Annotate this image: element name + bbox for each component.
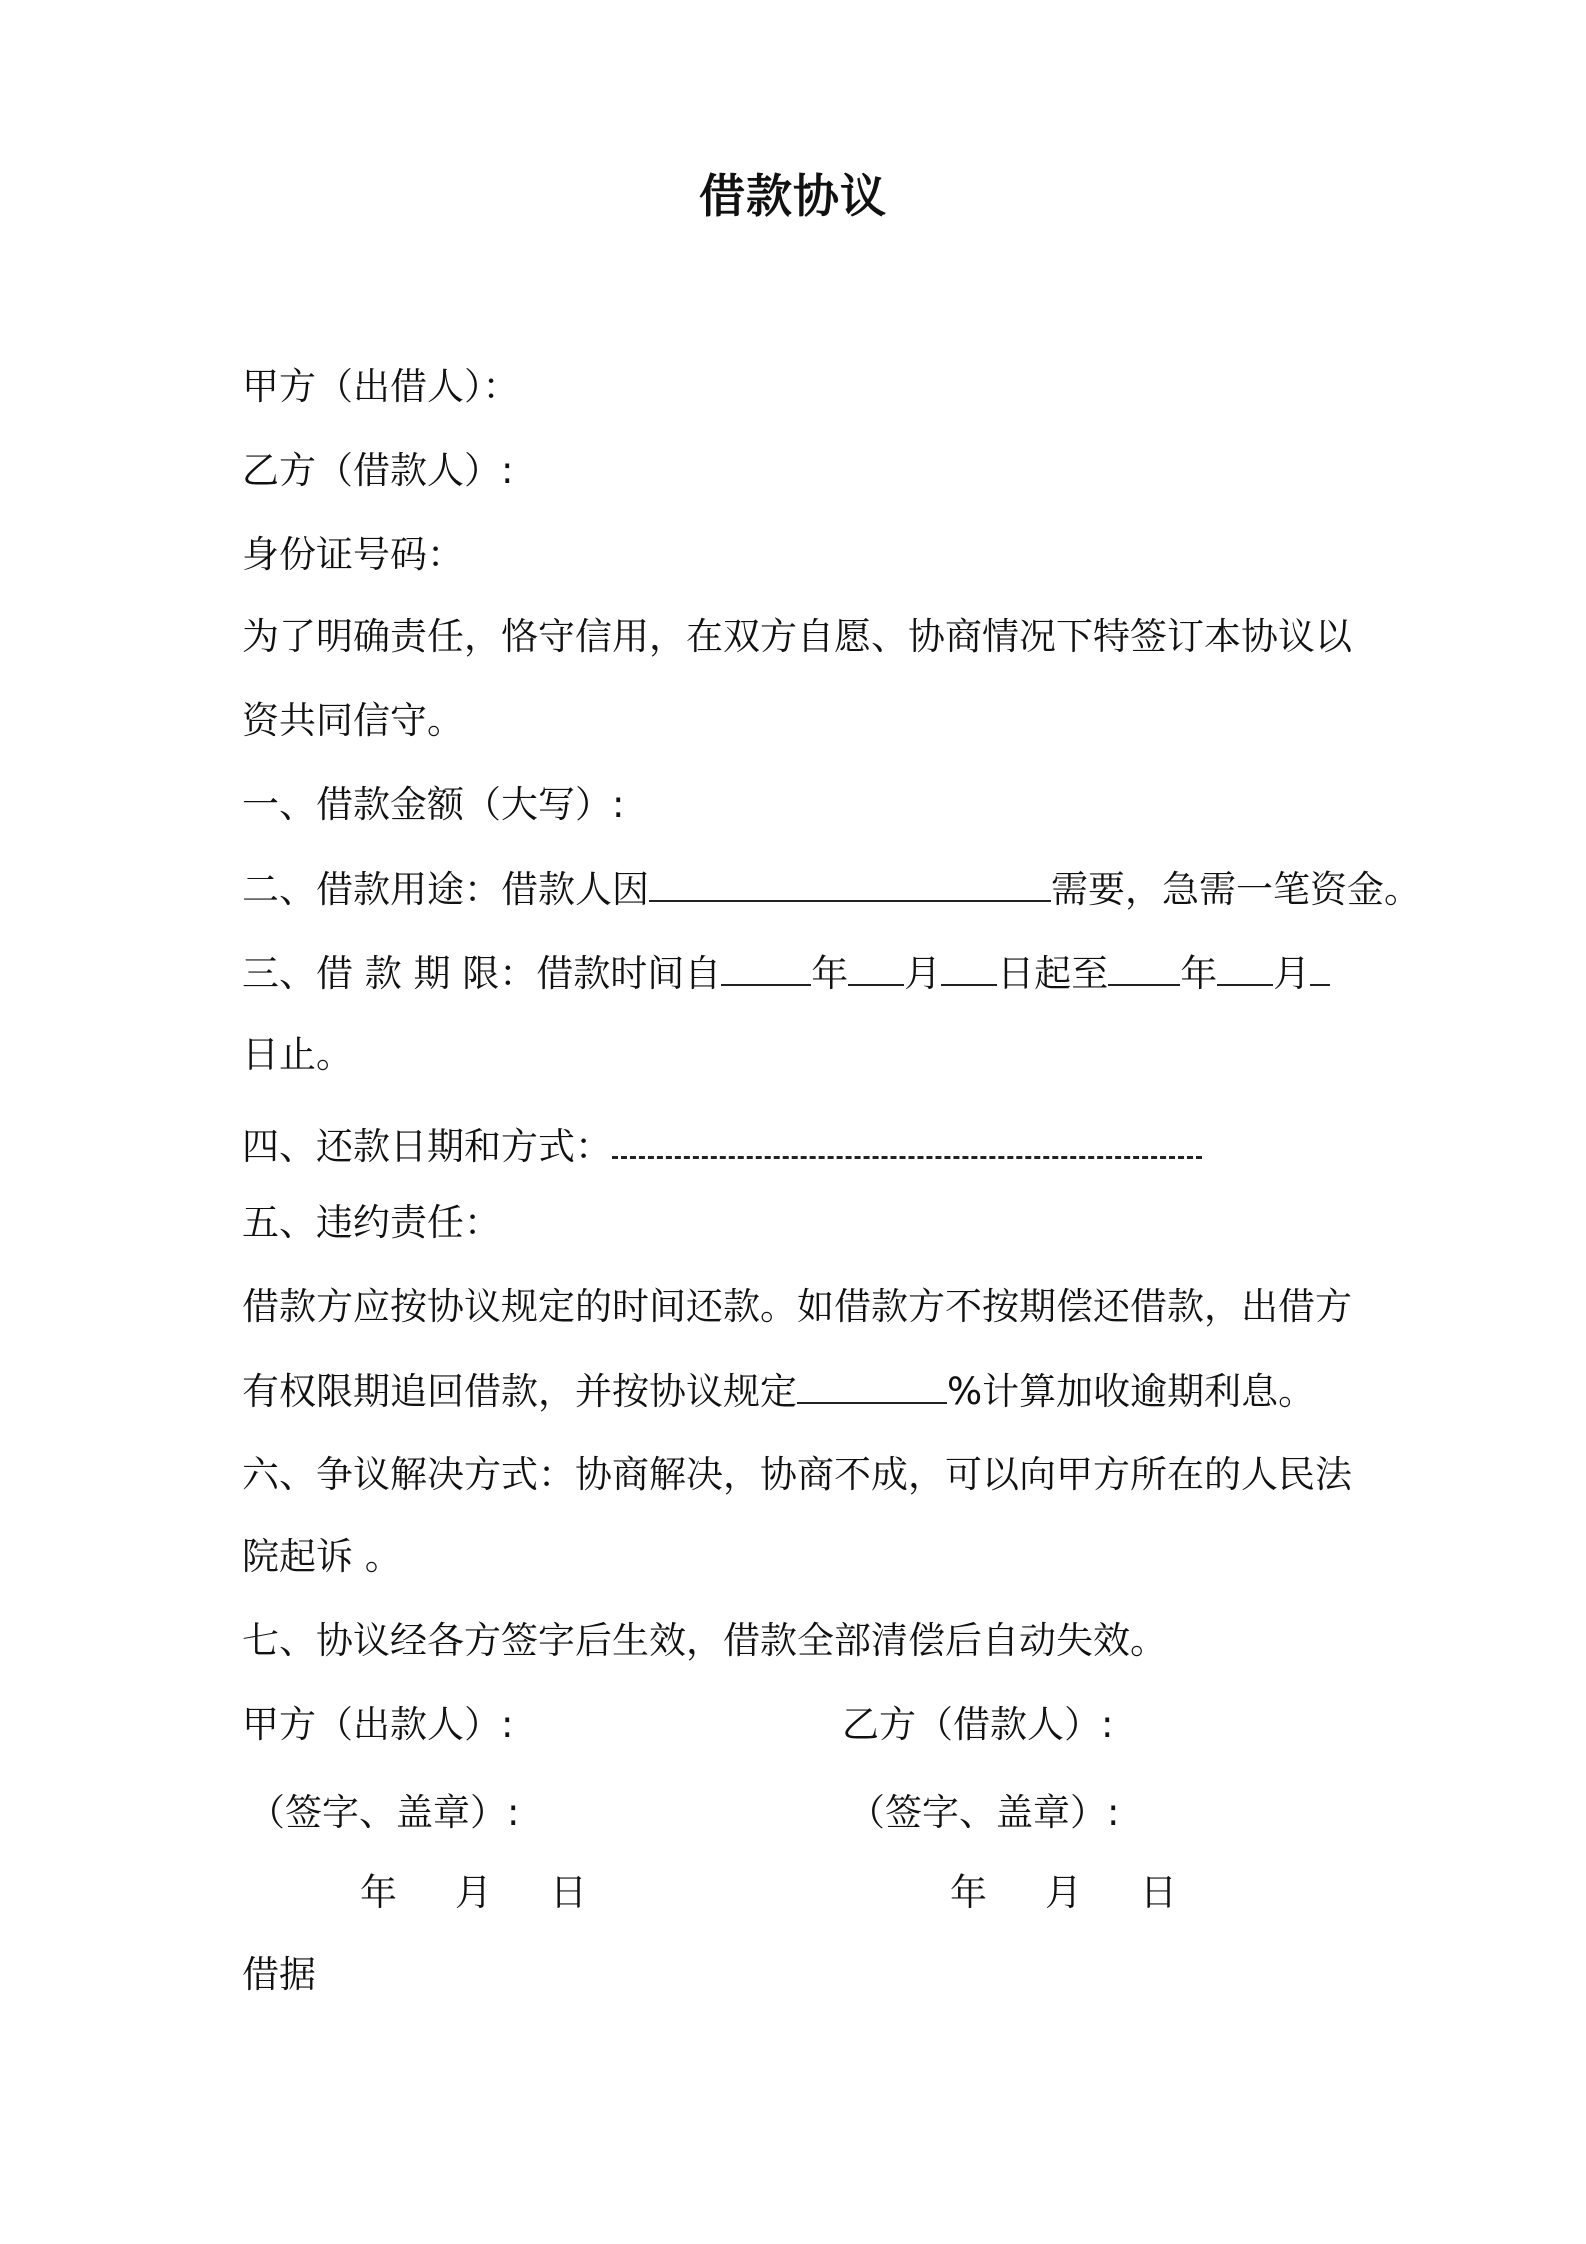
- document-title: 借款协议: [699, 169, 887, 223]
- clause-1-loan-amount: 一、借款金额（大写）:: [242, 783, 625, 826]
- year-label: 年: [811, 952, 849, 995]
- clause-3-label: 三、借 款 期 限：: [242, 952, 537, 995]
- repayment-blank: [612, 1120, 1202, 1159]
- clause-5-p2-tail: %计算加收逾期利息。: [947, 1370, 1316, 1413]
- date-month: 月: [455, 1871, 492, 1914]
- start-day-blank: [941, 948, 997, 986]
- end-day-blank: [1310, 948, 1330, 986]
- clause-2-loan-purpose: [242, 864, 1421, 915]
- party-a-line: 甲方（出借人）：: [242, 365, 520, 408]
- signature-party-b: 乙方（借款人）:: [842, 1703, 1114, 1746]
- clause-7-effectiveness: 七、协议经各方签字后生效，借款全部清偿后自动失效。: [242, 1619, 1167, 1662]
- clause-5-p2-text: 有权限期追回借款，并按协议规定: [242, 1370, 797, 1413]
- party-b-line: 乙方（借款人）:: [242, 449, 514, 492]
- date-day: 日: [550, 1871, 587, 1914]
- signature-party-a: 甲方（出款人）:: [242, 1703, 514, 1746]
- clause-5-paragraph-2: [242, 1366, 1362, 1417]
- clause-6-dispute-line-2: 院起诉 。: [242, 1535, 402, 1578]
- intro-line-2: 资共同信守。: [242, 699, 464, 742]
- date-year: 年: [360, 1871, 397, 1914]
- clause-2-label: 二、借款用途：借款人因: [242, 868, 649, 911]
- id-number-line: 身份证号码：: [242, 533, 464, 576]
- year-label: 年: [1180, 952, 1218, 995]
- day-from-label: 日起至: [997, 952, 1109, 995]
- signature-seal-b: （签字、盖章）:: [848, 1791, 1120, 1834]
- clause-4-repayment: [242, 1120, 1362, 1172]
- signature-date-b: [950, 1868, 1177, 1918]
- clause-6-dispute-line-1: 六、争议解决方式：协商解决，协商不成，可以向甲方所在的人民法: [242, 1453, 1352, 1496]
- clause-2-tail: 需要，急需一笔资金。: [1051, 868, 1421, 911]
- date-month: 月: [1045, 1871, 1082, 1914]
- clause-3-text: 借款时间自: [536, 952, 722, 995]
- date-day: 日: [1140, 1871, 1177, 1914]
- clause-5-paragraph-1: 借款方应按协议规定的时间还款。如借款方不按期偿还借款，出借方: [242, 1285, 1352, 1328]
- purpose-blank: [649, 864, 1051, 902]
- receipt-heading: 借据: [242, 1953, 316, 1996]
- clause-5-liability: 五、违约责任：: [242, 1201, 501, 1244]
- interest-rate-blank: [797, 1366, 947, 1404]
- date-year: 年: [950, 1871, 987, 1914]
- start-month-blank: [848, 948, 904, 986]
- intro-line-1: 为了明确责任，恪守信用，在双方自愿、协商情况下特签订本协议以: [242, 615, 1352, 658]
- end-year-blank: [1108, 948, 1180, 986]
- clause-3-end: 日止。: [242, 1033, 353, 1076]
- month-label: 月: [904, 952, 942, 995]
- start-year-blank: [721, 948, 811, 986]
- clause-4-label: 四、还款日期和方式：: [242, 1125, 612, 1168]
- clause-3-loan-term: [242, 948, 1362, 999]
- month-label: 月: [1273, 952, 1311, 995]
- signature-seal-a: （签字、盖章）:: [248, 1791, 520, 1834]
- signature-date-a: [360, 1868, 587, 1918]
- end-month-blank: [1217, 948, 1273, 986]
